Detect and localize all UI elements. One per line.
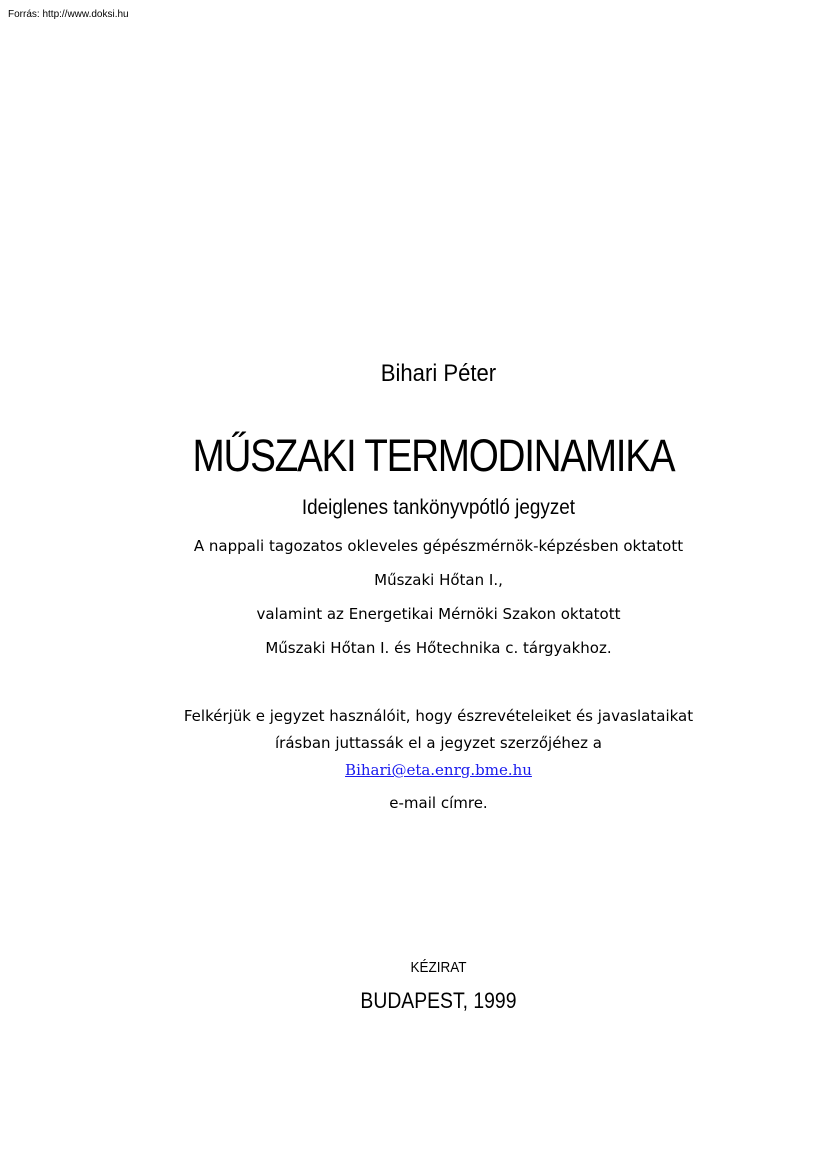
city-year: BUDAPEST, 1999 xyxy=(360,988,517,1013)
request-line: Felkérjük e jegyzet használóit, hogy észrevételeiket és javaslataikat xyxy=(183,707,694,725)
document-subtitle: Ideiglenes tankönyvpótló jegyzet xyxy=(301,496,576,519)
request-line: írásban juttassák el a jegyzet szerzőjéhez a xyxy=(274,734,602,752)
description-line: valamint az Energetikai Mérnöki Szakon oktatott xyxy=(256,605,621,623)
author-name: Bihari Péter xyxy=(380,360,497,387)
email-suffix: e-mail címre. xyxy=(389,794,488,812)
source-note: Forrás: http://www.doksi.hu xyxy=(8,9,129,20)
description-line: A nappali tagozatos okleveles gépészmérnök-képzésben oktatott xyxy=(193,537,684,555)
document-title: MŰSZAKI TERMODINAMIKA xyxy=(192,430,675,481)
description-line: Műszaki Hőtan I. és Hőtechnika c. tárgyakhoz. xyxy=(265,639,612,657)
description-line: Műszaki Hőtan I., xyxy=(374,571,503,589)
email-row xyxy=(0,761,827,779)
email-link[interactable]: Bihari@eta.enrg.bme.hu xyxy=(345,761,532,779)
manuscript-label: KÉZIRAT xyxy=(410,959,467,976)
